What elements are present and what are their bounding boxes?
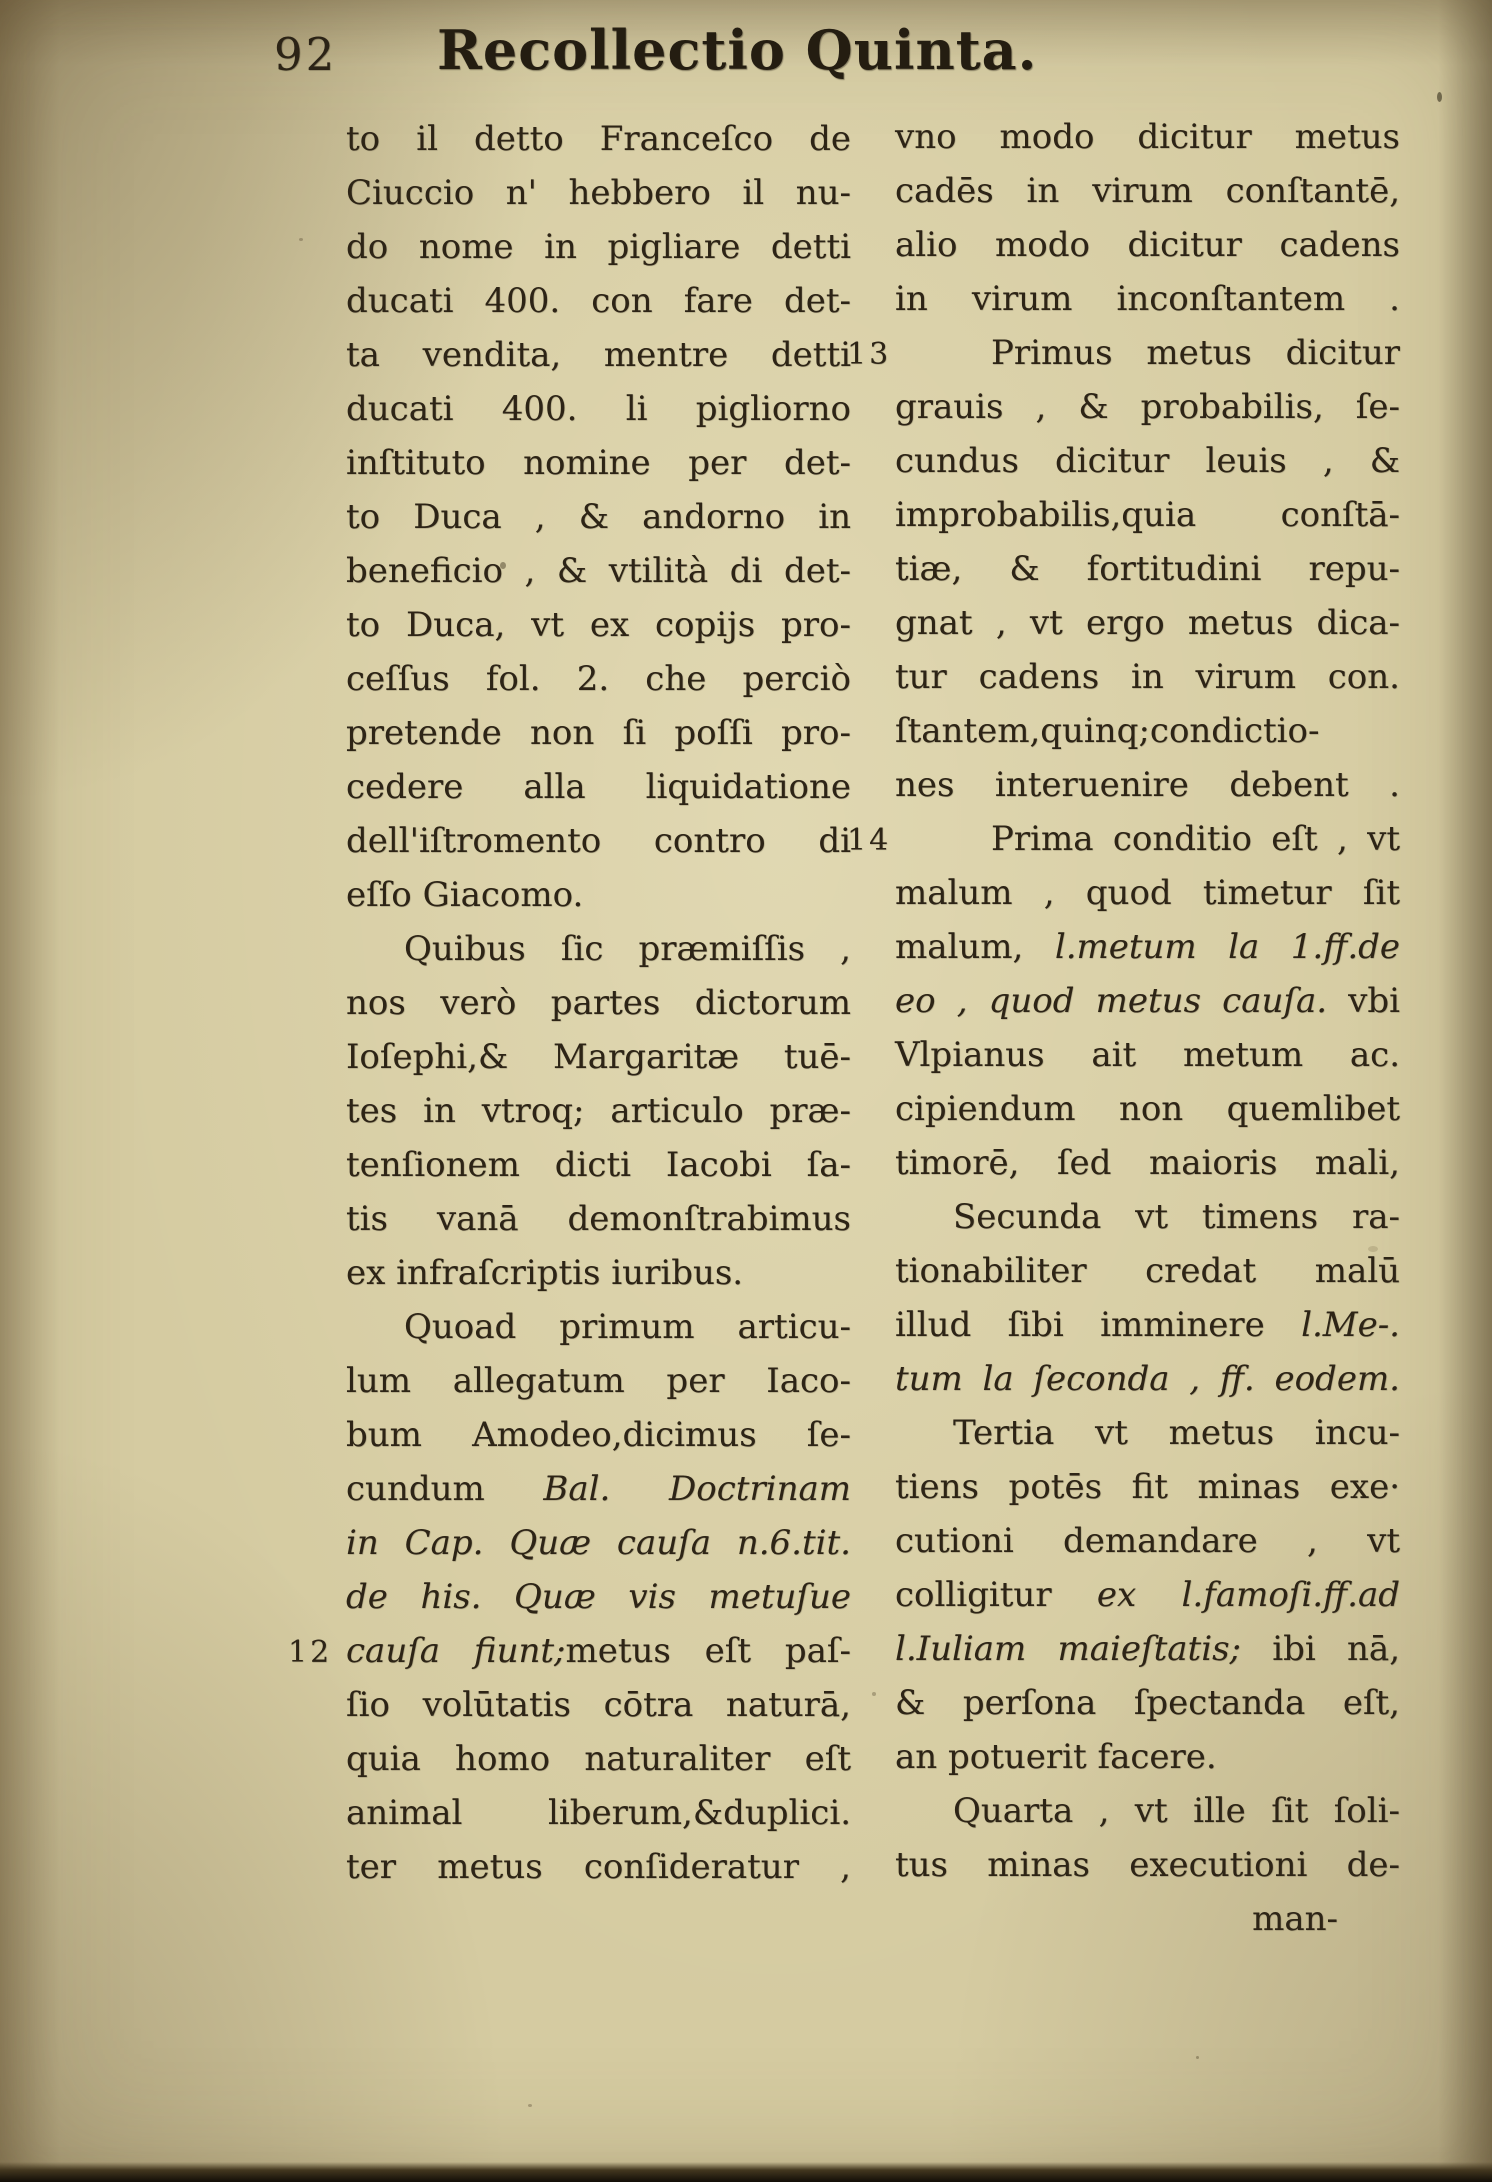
paper-speck: [1196, 2056, 1199, 2059]
text-line: [895, 1298, 1400, 1352]
text-line: [895, 1352, 1400, 1406]
text-line: [895, 1460, 1400, 1514]
text-column-left: [288, 112, 852, 1894]
text-line: [895, 596, 1400, 650]
body-text: tionabiliter credat malū: [895, 1251, 1400, 1291]
paper-speck: [872, 1692, 876, 1696]
body-text: man-: [1252, 1899, 1338, 1939]
text-line: [895, 1784, 1400, 1838]
paper-speck: [500, 562, 506, 569]
body-text: nes interuenire debent .: [895, 765, 1400, 805]
citation-text: de his. Quæ vis metuſue: [346, 1577, 851, 1617]
citation-text: ex l.famoſi.ff.ad: [1096, 1575, 1400, 1615]
body-text: tiens potēs fit minas exe·: [895, 1467, 1400, 1507]
body-text: ſio volūtatis cōtra naturā,: [346, 1685, 851, 1725]
text-line: [895, 920, 1400, 974]
citation-text: tum la ſeconda , ff. eodem.: [895, 1359, 1400, 1399]
text-line: [346, 598, 851, 652]
text-line: [288, 1624, 851, 1678]
body-text: improbabilis,quia conſtā-: [895, 495, 1400, 535]
text-line: [895, 1730, 1400, 1784]
body-text: tis vanā demonſtrabimus: [346, 1199, 851, 1239]
text-line: [895, 1838, 1400, 1892]
text-line: [346, 112, 851, 166]
text-line: [346, 220, 851, 274]
citation-text: eo , quod metus cauſa.: [895, 981, 1328, 1021]
body-text: tus minas executioni de-: [895, 1845, 1400, 1885]
body-text: ta vendita, mentre detti: [346, 335, 851, 375]
body-text: vbi: [1327, 981, 1400, 1021]
body-text: colligitur: [895, 1575, 1097, 1615]
body-text: Ioſephi,& Margaritæ tuē-: [346, 1037, 851, 1077]
body-text: metus eſt paſ-: [565, 1631, 851, 1671]
text-line: [895, 164, 1400, 218]
text-line: [346, 1516, 851, 1570]
body-text: ibi nā,: [1241, 1629, 1400, 1669]
text-line: [346, 1192, 851, 1246]
body-text: lum allegatum per Iaco-: [346, 1361, 851, 1401]
body-text: in virum inconſtantem .: [895, 279, 1400, 319]
citation-text: l.metum la 1.ff.de: [1054, 927, 1401, 967]
body-text: Ciuccio n' hebbero il nu-: [346, 173, 851, 213]
text-line: [895, 704, 1400, 758]
citation-text: cauſa fiunt;: [346, 1631, 566, 1671]
body-text: Vlpianus ait metum ac.: [895, 1035, 1400, 1075]
paragraph-number: 14: [847, 823, 892, 858]
citation-text: l.Iuliam maieſtatis;: [895, 1629, 1241, 1669]
body-text: illud ſibi imminere: [895, 1305, 1302, 1345]
body-text: dell'iſtromento contro di: [346, 821, 851, 861]
page-edge-shadow: [0, 2162, 1492, 2182]
text-line: [346, 868, 851, 922]
body-text: cundum: [346, 1469, 544, 1509]
text-line: [895, 1028, 1400, 1082]
body-text: animal liberum,&duplici.: [346, 1793, 851, 1833]
text-line: [346, 274, 851, 328]
citation-text: in Cap. Quæ cauſa n.6.tit.: [346, 1523, 851, 1563]
body-text: to il detto Franceſco de: [346, 119, 851, 159]
text-line: [346, 1786, 851, 1840]
text-line: [895, 110, 1400, 164]
body-text: cedere alla liquidatione: [346, 767, 851, 807]
body-text: Tertia vt metus incu-: [953, 1413, 1400, 1453]
body-text: ceſſus fol. 2. che perciò: [346, 659, 851, 699]
text-line: [895, 974, 1400, 1028]
text-line: [895, 1676, 1400, 1730]
citation-text: Bal. Doctrinam: [543, 1469, 852, 1509]
catchword: [895, 1892, 1400, 1946]
text-line: [346, 1408, 851, 1462]
body-text: bum Amodeo,dicimus ſe-: [346, 1415, 851, 1455]
text-line: [895, 1622, 1400, 1676]
text-line: [346, 1138, 851, 1192]
text-line: [346, 1570, 851, 1624]
body-text: Quoad primum articu-: [404, 1307, 851, 1347]
body-text: ſtantem,quinq;condictio-: [895, 711, 1320, 751]
body-text: Quibus ſic præmiſſis ,: [404, 929, 851, 969]
text-line: [847, 326, 1400, 380]
text-line: [895, 218, 1400, 272]
text-line: [346, 490, 851, 544]
text-line: [346, 1084, 851, 1138]
text-line: [895, 1082, 1400, 1136]
text-line: [346, 760, 851, 814]
body-text: malum,: [895, 927, 1055, 967]
citation-text: l.Me-.: [1301, 1305, 1400, 1345]
paper-speck: [528, 2104, 532, 2107]
body-text: cundus dicitur leuis , &: [895, 441, 1400, 481]
body-text: Quarta , vt ille ſit ſoli-: [953, 1791, 1400, 1831]
text-line: [895, 1514, 1400, 1568]
body-text: do nome in pigliare detti: [346, 227, 851, 267]
text-column-right: [847, 110, 1401, 1946]
text-line: [346, 922, 851, 976]
paragraph-number: 13: [847, 337, 892, 372]
running-title: Recollectio Quinta.: [437, 18, 1038, 82]
text-line: [895, 542, 1400, 596]
body-text: Primus metus dicitur: [991, 333, 1400, 373]
text-line: [895, 758, 1400, 812]
page-number: 92: [274, 28, 338, 81]
text-line: [895, 380, 1400, 434]
body-text: & perſona ſpectanda eſt,: [895, 1683, 1400, 1723]
text-line: [346, 1462, 851, 1516]
text-line: [346, 382, 851, 436]
body-text: grauis , & probabilis, ſe-: [895, 387, 1400, 427]
text-line: [346, 1300, 851, 1354]
body-text: nos verò partes dictorum: [346, 983, 851, 1023]
text-line: [346, 166, 851, 220]
body-text: timorē, ſed maioris mali,: [895, 1143, 1400, 1183]
body-text: ter metus conſideratur ,: [346, 1847, 851, 1887]
text-line: [895, 272, 1400, 326]
text-line: [346, 544, 851, 598]
body-text: eſſo Giacomo.: [346, 875, 584, 915]
body-text: malum , quod timetur ſit: [895, 873, 1400, 913]
body-text: alio modo dicitur cadens: [895, 225, 1400, 265]
body-text: pretende non ſi poſſi pro-: [346, 713, 851, 753]
text-line: [346, 652, 851, 706]
text-line: [895, 1190, 1400, 1244]
text-line: [346, 328, 851, 382]
body-text: ducati 400. li pigliorno: [346, 389, 851, 429]
body-text: to Duca, vt ex copijs pro-: [346, 605, 851, 645]
text-line: [895, 488, 1400, 542]
text-line: [895, 1568, 1400, 1622]
body-text: tur cadens in virum con.: [895, 657, 1400, 697]
paper-speck: [299, 238, 303, 241]
body-text: gnat , vt ergo metus dica-: [895, 603, 1400, 643]
text-line: [346, 1246, 851, 1300]
text-line: [346, 436, 851, 490]
body-text: tiæ, & fortitudini repu-: [895, 549, 1400, 589]
body-text: Prima conditio eſt , vt: [991, 819, 1400, 859]
body-text: to Duca , & andorno in: [346, 497, 851, 537]
body-text: vno modo dicitur metus: [895, 117, 1400, 157]
text-line: [895, 1244, 1400, 1298]
text-line: [346, 1030, 851, 1084]
body-text: cipiendum non quemlibet: [895, 1089, 1400, 1129]
paper-speck: [1368, 1246, 1378, 1252]
text-line: [346, 1840, 851, 1894]
text-line: [346, 976, 851, 1030]
body-text: quia homo naturaliter eſt: [346, 1739, 851, 1779]
text-line: [346, 1678, 851, 1732]
body-text: beneficio , & vtilità di det-: [346, 551, 851, 591]
body-text: an potuerit facere.: [895, 1737, 1217, 1777]
text-line: [895, 866, 1400, 920]
text-line: [346, 706, 851, 760]
body-text: inſtituto nomine per det-: [346, 443, 851, 483]
paper-speck: [1437, 92, 1442, 102]
text-line: [346, 1354, 851, 1408]
text-line: [847, 812, 1400, 866]
body-text: tes in vtroq; articulo præ-: [346, 1091, 851, 1131]
body-text: tenſionem dicti Iacobi ſa-: [346, 1145, 851, 1185]
body-text: cadēs in virum conſtantē,: [895, 171, 1400, 211]
body-text: cutioni demandare , vt: [895, 1521, 1400, 1561]
body-text: Secunda vt timens ra-: [953, 1197, 1400, 1237]
paragraph-number: 12: [288, 1635, 333, 1670]
text-line: [895, 1406, 1400, 1460]
text-line: [895, 434, 1400, 488]
text-line: [346, 1732, 851, 1786]
text-line: [346, 814, 851, 868]
text-line: [895, 1136, 1400, 1190]
text-line: [895, 650, 1400, 704]
body-text: ex infraſcriptis iuribus.: [346, 1253, 744, 1293]
body-text: ducati 400. con fare det-: [346, 281, 851, 321]
